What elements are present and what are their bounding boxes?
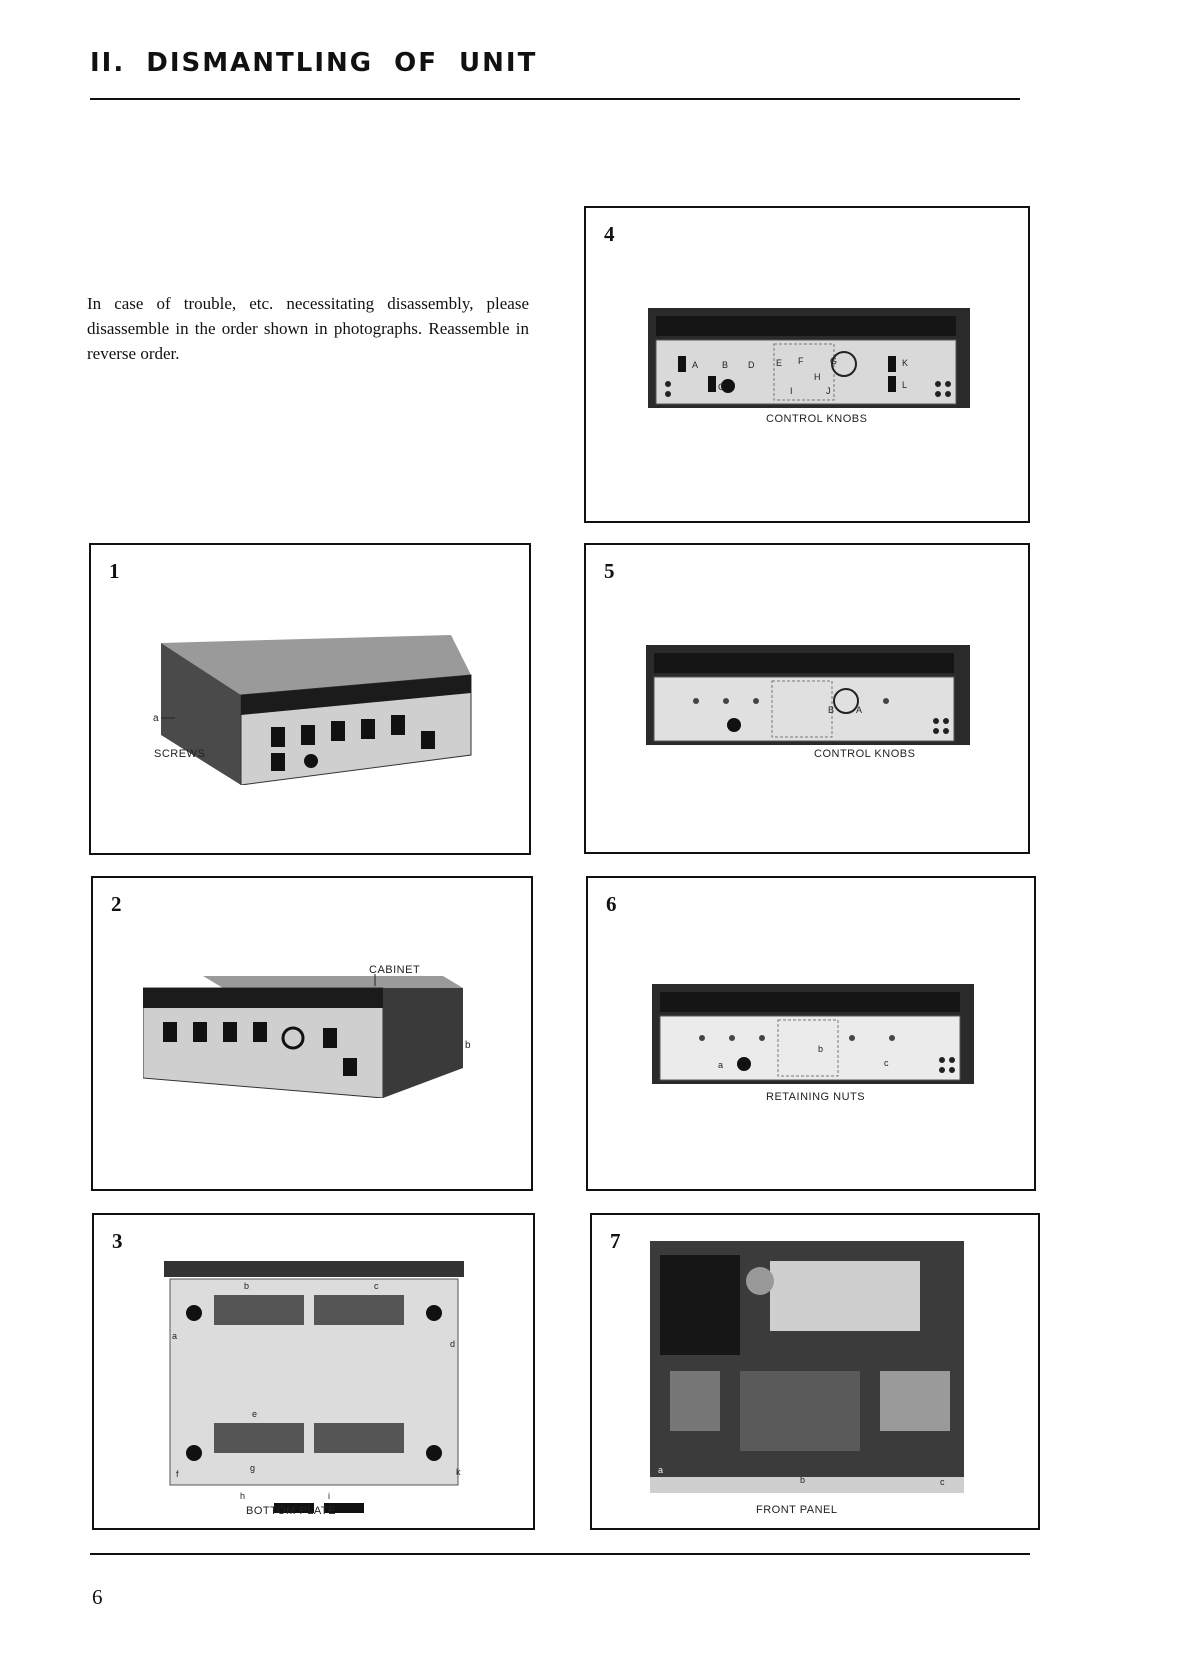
label-A: A [856, 705, 863, 715]
photo-panel-7 [590, 1213, 1040, 1530]
label-f: f [176, 1469, 179, 1479]
photo-panel-3 [92, 1213, 535, 1530]
amplifier-front-no-knobs-photo [652, 984, 974, 1084]
label-c: c [374, 1281, 379, 1291]
label-A: A [692, 360, 699, 370]
intro-paragraph: In case of trouble, etc. necessitating disassembly, please disassemble in the order shown in photographs. Reassemble in reverse order. [87, 294, 529, 363]
photo-caption: BOTTOM PLATE [246, 1505, 336, 1517]
label-c: c [940, 1477, 945, 1487]
panel-number: 5 [604, 559, 615, 583]
panel-number: 4 [604, 222, 615, 246]
amplifier-cabinet-photo [143, 968, 473, 1098]
label-E: E [776, 358, 783, 368]
photo-caption: FRONT PANEL [756, 1504, 838, 1516]
label-J: J [826, 386, 831, 396]
photo-caption: CONTROL KNOBS [766, 413, 868, 425]
footer-rule [90, 1553, 1030, 1555]
photo-panel-5 [584, 543, 1030, 854]
panel-number: 7 [610, 1229, 621, 1253]
label-e: e [252, 1409, 258, 1419]
label-H: H [814, 372, 821, 382]
label-F: F [798, 356, 804, 366]
bottom-plate-photo [164, 1243, 474, 1513]
label-B: B [722, 360, 729, 370]
label-c: c [884, 1058, 889, 1068]
photo-caption: SCREWS [154, 748, 206, 760]
label-K: K [902, 358, 909, 368]
label-b: b [800, 1475, 806, 1485]
label-a: a [718, 1060, 724, 1070]
label-d: d [450, 1339, 456, 1349]
panel-number: 3 [112, 1229, 123, 1253]
photo-panel-1 [89, 543, 531, 855]
label-L: L [902, 380, 908, 390]
panel-number: 6 [606, 892, 617, 916]
chassis-interior-photo [650, 1241, 970, 1501]
photo-caption: CONTROL KNOBS [814, 748, 916, 760]
label-h: h [240, 1491, 246, 1501]
panel-number: 2 [111, 892, 122, 916]
label-C: C [718, 382, 725, 392]
panel-number: 1 [109, 559, 120, 583]
photo-caption: RETAINING NUTS [766, 1091, 866, 1103]
label-D: D [748, 360, 755, 370]
label-G: G [830, 356, 838, 366]
page-number: 6 [92, 1585, 103, 1609]
label-g: g [250, 1463, 256, 1473]
label-k: k [456, 1467, 461, 1477]
label-b: b [244, 1281, 250, 1291]
label-I: I [790, 386, 793, 396]
label-b: b [465, 1040, 471, 1051]
label-a: a [153, 713, 159, 724]
label-a: a [658, 1465, 664, 1475]
page-heading: II. DISMANTLING OF UNIT [90, 48, 538, 78]
photo-panel-4 [584, 206, 1030, 523]
amplifier-front-photo [646, 645, 970, 745]
label-a: a [172, 1331, 178, 1341]
header-rule [90, 98, 1020, 100]
amplifier-perspective-photo [151, 635, 481, 785]
label-b: b [818, 1044, 824, 1054]
label-i: i [328, 1491, 330, 1501]
photo-panel-6 [586, 876, 1036, 1191]
photo-caption: CABINET [369, 964, 421, 976]
amplifier-front-photo [648, 308, 970, 416]
label-B: B [828, 705, 835, 715]
photo-panel-2 [91, 876, 533, 1191]
